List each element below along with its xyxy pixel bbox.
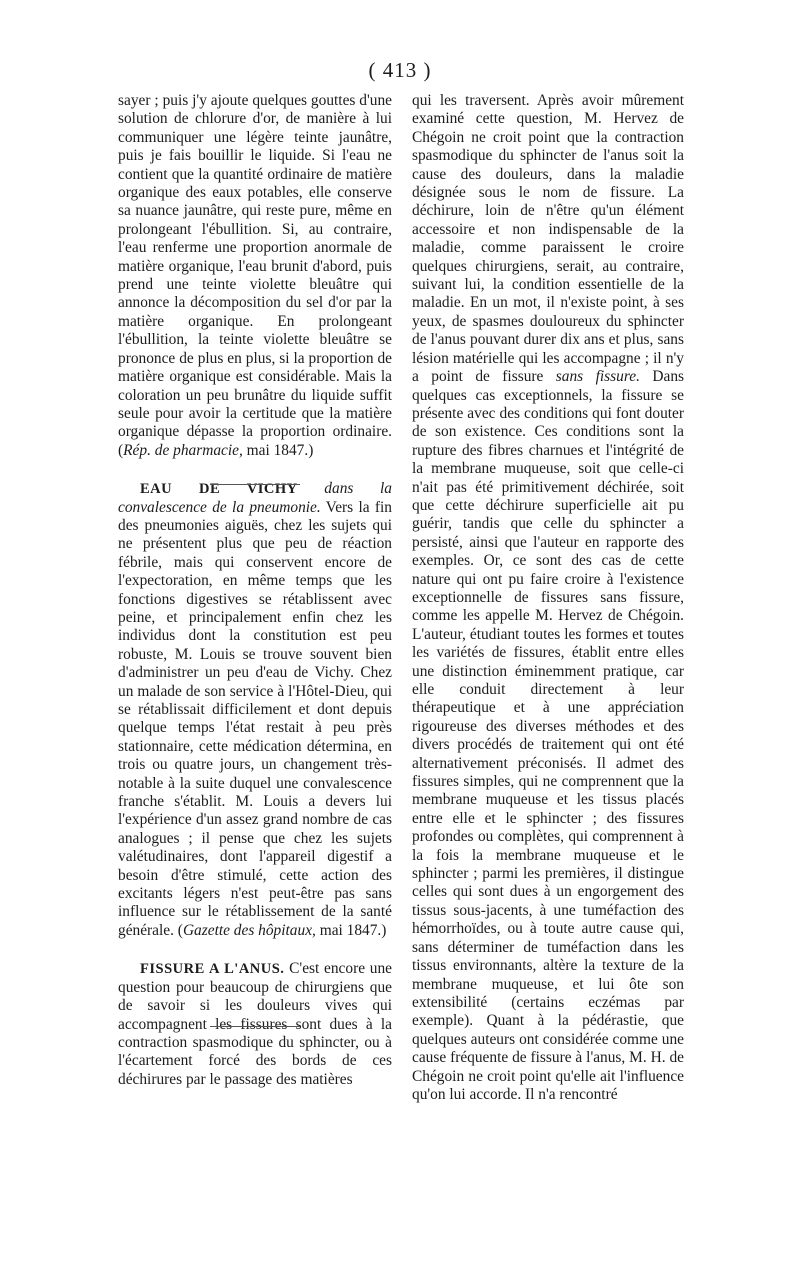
fissure-continuation (412, 92, 684, 1104)
left-column (118, 92, 392, 1089)
right-text-b: Dans quelques cas exceptionnels, la fissure se présente avec des conditions qui font douter de son existence. Ces conditions sont la rupture des fibres charnues et l'intégrité de la membrane muqueuse, soit que celle-ci n'ait pas été primitivement déchirée, soit que cette déchirure superficielle ait pu guérir, tandis que celle du sphincter a persisté, ainsi que l'auteur en rapporte des exemples. Or, ce sont des cas de cette nature qui ont pu faire croire à l'existence exceptionnelle de fissures sans fissure, comme les appelle M. Hervez de Chégoin. L'auteur, étudiant toutes les formes et toutes les variétés de fissures, établit entre elles une distinction éminemment pratique, car elle conduit directement à leur thérapeutique et à une appréciation rigoureuse des diverses méthodes et des divers procédés de traitement qui ont été alternativement préconisés. Il admet des fissures simples, qui ne comprennent que la membrane muqueuse et les tissus placés entre elle et le sphincter ; des fissures profondes ou complètes, qui comprennent à la fois la membrane muqueuse et le sphincter ; parmi les premières, il distingue celles qui sont dues à un engorgement des tissus sous-jacents, à une tuméfaction des hémorrhoïdes, ou à toute autre cause qui, sans déterminer de tuméfaction dans les tissus environnants, altère la texture de la membrane muqueuse, et lui ôte son extensibilité (certains eczémas par exemple). Quant à la pédérastie, que quelques auteurs ont considérée comme une cause fréquente de fissure à l'anus, M. H. de Chégoin ne croit point qu'elle ait l'influence qu'on lui accorde. Il n'a rencontré (412, 368, 685, 1103)
continued-source: Rép. de pharmacie, (123, 441, 243, 459)
vichy-source: Gazette des hôpitaux, (182, 921, 316, 939)
vichy-text: Vers la fin des pneumonies aiguës, chez les sujets qui ne présentent plus que peu de réaction fébrile, mais qui conservent encore de l'expectoration, en même temps que les fonctions digestives se rétablissent avec peine, et principalement enfin chez les individus dont la constitution est peu robuste, M. Louis se trouve souvent bien d'administrer un peu d'eau de Vichy. Chez un malade de son service à l'Hôtel-Dieu, qui se rétablissait difficilement et dont depuis quelque temps l'état restait à peu près stationnaire, cette médication détermina, en trois ou quatre jours, un changement très-notable à la suite duquel une convalescence franche s'établit. M. Louis a devers lui l'expérience d'un assez grand nombre de cas analogues ; il pense que chez les sujets valétudinaires, dont l'appareil digestif a besoin d'être stimulé, cette action des excitants légers n'est peut-être pas sans influence sur le rétablissement de la santé générale. ( (118, 498, 392, 939)
continued-date: mai 1847.) (242, 441, 314, 459)
right-emphasis: sans fissure. (555, 368, 640, 386)
continued-text: sayer ; puis j'y ajoute quelques gouttes d'une solution de chlorure d'or, de manière à lui communiquer une légère teinte jaunâtre, puis je fais bouillir le liquide. Si l'eau ne contient que la quantité ordinaire de matière organique des eaux potables, elle conserve sa nuance jaunâtre, qui reste pure, même en prolongeant l'ébullition. Si, au contraire, l'eau renferme une proportion anormale de matière organique, l'eau brunit d'abord, puis prend une teinte violette bleuâtre qui annonce la décomposition du sel d'or par la matière organique. En prolongeant l'ébullition, la teinte violette bleuâtre se prononce de plus en plus, si la proportion de matière organique est considérable. Mais la coloration un peu brunâtre du liquide suffit seule pour avoir la certitude que la matière organique dépasse la proportion ordinaire. ( (118, 92, 392, 459)
page-number: ( 413 ) (368, 58, 432, 82)
continued-paragraph (118, 92, 392, 460)
right-column (412, 92, 684, 1104)
section-divider (210, 484, 300, 485)
vichy-date: mai 1847.) (315, 921, 387, 939)
right-text-a: qui les traversent. Après avoir mûrement examiné cette question, M. Hervez de Chégoin ne croit point que la contraction spasmodique du sphincter de l'anus soit la cause des douleurs, dans la maladie désignée sous le nom de fissure. La déchirure, loin de n'être qu'un élément accessoire et non indispensable de la maladie, comme paraissent le croire quelques chirurgiens, serait, au contraire, suivant lui, la condition essentielle de la maladie. En un mot, il n'existe point, à ses yeux, de spasmes douloureux du sphincter de l'anus pouvant durer dix ans et plus, sans lésion matérielle qui les accompagne ; il n'y a point de fissure (412, 92, 684, 386)
fissure-text: C'est encore une question pour beaucoup de chirurgiens que de savoir si les douleurs vives qui accompagnent les fissures sont dues à la contraction spasmodique du sphincter, ou à l'écartement forcé des bords de ces déchirures par le passage des matières (118, 960, 392, 1088)
section-divider (210, 1026, 300, 1027)
vichy-paragraph (118, 480, 392, 940)
vichy-subject: dans la convalescence de la pneumonie. (118, 480, 392, 516)
fissure-heading: FISSURE A L'ANUS. (140, 961, 285, 978)
vichy-heading: EAU DE VICHY (140, 481, 298, 498)
fissure-paragraph (118, 960, 392, 1089)
